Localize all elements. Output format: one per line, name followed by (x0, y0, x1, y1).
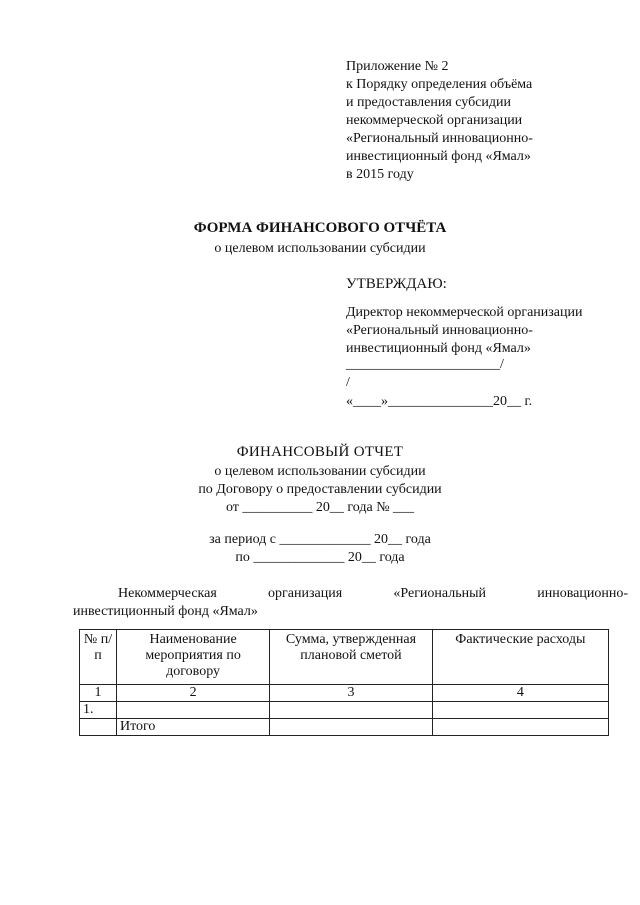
director-block (346, 304, 626, 358)
organization-word: инновационно- (537, 586, 628, 601)
appendix-line: некоммерческой организации (346, 113, 523, 128)
column-number: 2 (116, 685, 269, 702)
header-planned-sum: Сумма, утвержденная плановой сметой (270, 630, 432, 685)
approval-heading: УТВЕРЖДАЮ: (346, 276, 447, 292)
total-label: Итого (116, 719, 269, 736)
organization-word: «Региональный (393, 586, 487, 601)
appendix-block (346, 58, 626, 184)
director-line: «Региональный инновационно- (346, 323, 533, 338)
appendix-line: Приложение № 2 (346, 59, 449, 74)
table-cell (270, 702, 432, 719)
header-event-name: Наименование мероприятия по договору (116, 630, 269, 685)
column-number: 4 (432, 685, 608, 702)
table-cell (80, 719, 117, 736)
column-number: 1 (80, 685, 117, 702)
form-subtitle: о целевом использовании субсидии (214, 241, 426, 256)
table-total-row (80, 719, 609, 736)
table-row (80, 702, 609, 719)
table-cell (432, 702, 608, 719)
appendix-line: «Региональный инновационно- (346, 131, 533, 146)
table-cell (270, 719, 432, 736)
appendix-line: к Порядку определения объёма (346, 77, 533, 92)
period-from-line: за период с _____________ 20__ года (209, 532, 431, 547)
organization-line-2: инвестиционный фонд «Ямал» (73, 604, 258, 619)
organization-line (118, 585, 628, 603)
appendix-line: и предоставления субсидии (346, 95, 512, 110)
director-line: инвестиционный фонд «Ямал» (346, 341, 531, 356)
table-numbering-row (80, 685, 609, 702)
signature-slash: / (346, 375, 350, 390)
table-cell (116, 702, 269, 719)
approval-date-line: «____»_______________20__ г. (346, 394, 533, 409)
report-line: о целевом использовании субсидии (214, 464, 426, 479)
report-contract-line: от __________ 20__ года № ___ (225, 500, 415, 515)
header-actual-expenses: Фактические расходы (432, 630, 608, 685)
table-header-row (80, 630, 609, 685)
period-to-line: по _____________ 20__ года (235, 550, 405, 565)
signature-line: ______________________/ (346, 357, 504, 372)
report-line: по Договору о предоставлении субсидии (198, 482, 442, 497)
appendix-line: в 2015 году (346, 167, 414, 182)
appendix-line: инвестиционный фонд «Ямал» (346, 149, 531, 164)
header-number: № п/п (80, 630, 117, 685)
organization-word: Некоммерческая (118, 586, 217, 601)
finance-table (79, 629, 609, 736)
column-number: 3 (270, 685, 432, 702)
report-title: ФИНАНСОВЫЙ ОТЧЕТ (236, 444, 404, 460)
table-cell (432, 719, 608, 736)
form-title: ФОРМА ФИНАНСОВОГО ОТЧЁТА (193, 220, 447, 236)
director-line: Директор некоммерческой организации (346, 305, 583, 320)
organization-word: организация (268, 586, 343, 601)
table-cell: 1. (80, 702, 117, 719)
